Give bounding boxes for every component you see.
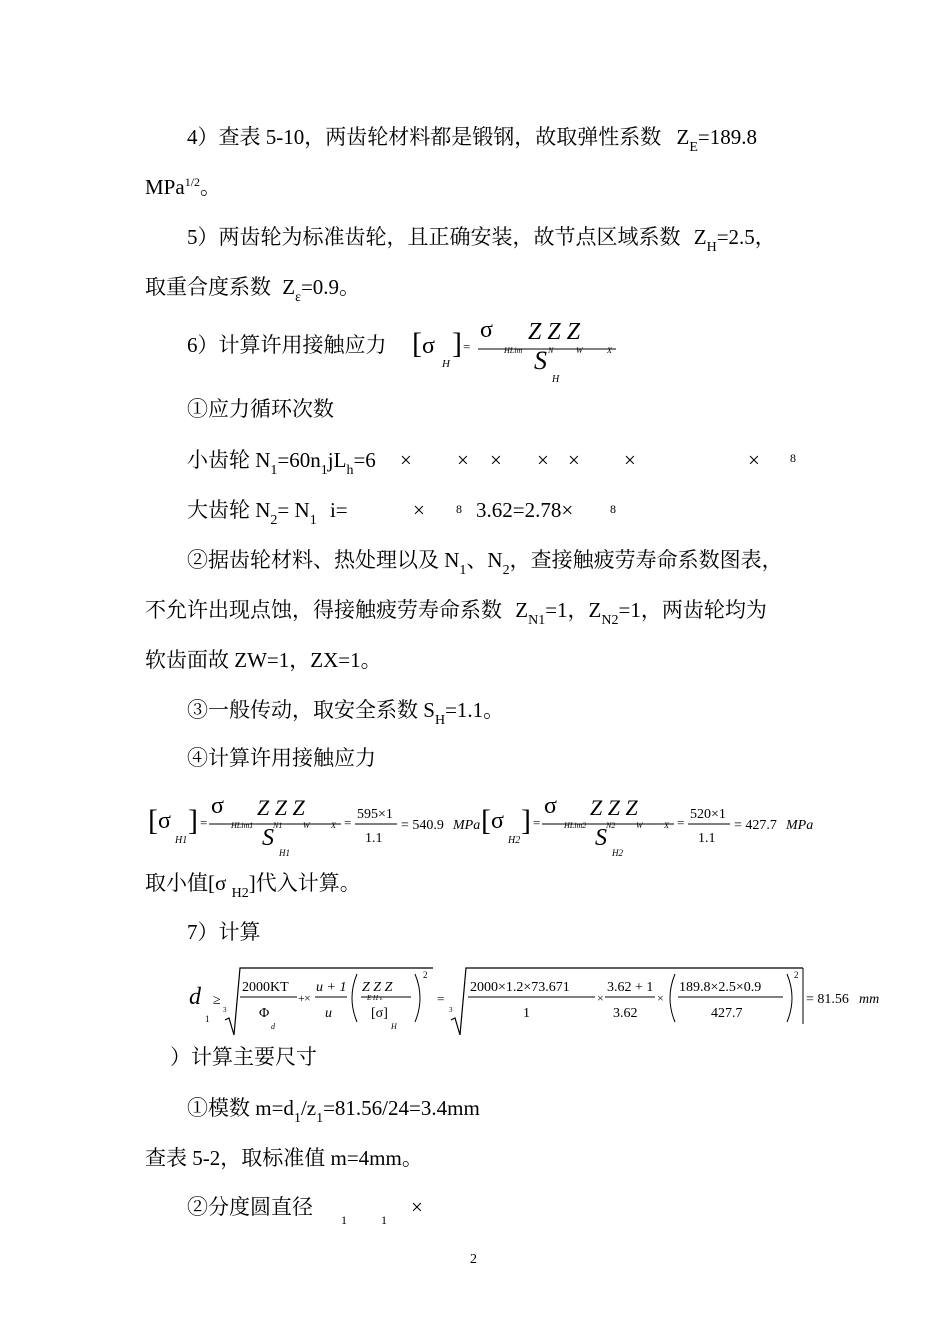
item-2-c: ，查接触疲劳寿命系数图表， (509, 548, 783, 572)
times-6: × (624, 448, 636, 472)
lim-l1: HLim1 (231, 821, 254, 830)
num-sig-l2: σ (544, 793, 557, 819)
item-2-s2: 2 (502, 563, 510, 578)
bracket-l1: [ (148, 804, 158, 837)
sig-sub-l2: H2 (508, 835, 521, 846)
radical-2 (451, 968, 803, 1035)
f-num: 189.8×2.5×0.9 (679, 980, 762, 995)
para-8-text: ）计算主要尺寸 (170, 1045, 317, 1069)
num-z-l1: Z Z Z (257, 795, 305, 820)
item-2-a: ②据齿轮材料、热处理以及 N (187, 548, 460, 572)
big-gear-line (187, 498, 348, 528)
d-den: 1 (523, 1006, 530, 1021)
sq-2: 2 (794, 970, 799, 980)
item-4-text: ④计算许用接触应力 (187, 746, 376, 770)
bracket-r2: ] (521, 804, 531, 837)
pitch-diameter-text: ②分度圆直径 (187, 1195, 313, 1219)
z-e-value: =189.8 (697, 125, 757, 149)
sigma-symbol: σ (422, 333, 435, 359)
item-2-line1 (187, 548, 783, 578)
module-s2: 1 (316, 1111, 324, 1126)
para-7-text: 7）计算 (187, 920, 261, 944)
bracket-right: ] (452, 327, 462, 360)
para-8 (170, 1047, 317, 1068)
item-2b-a: 不允许出现点蚀，得接触疲劳寿命系数 (145, 598, 502, 622)
take-min-line (145, 871, 361, 901)
small-gear-line (187, 448, 376, 478)
times-4: × (537, 448, 549, 472)
d-num: 2000×1.2×73.671 (470, 980, 570, 995)
a-num: 2000KT (242, 980, 289, 995)
n-l2: N2 (606, 821, 616, 830)
res-7: = 81.56 (806, 992, 849, 1007)
big-i: i= (329, 498, 348, 522)
den-l1: S (262, 825, 274, 851)
mpa-end: 。 (200, 175, 222, 199)
page-number: 2 (470, 1252, 477, 1267)
pitch-diameter-line (187, 1197, 313, 1218)
item-2c-text: 软齿面故 ZW=1，ZX=1。 (145, 648, 382, 672)
item-cycles-text: ①应力循环次数 (187, 397, 334, 421)
para-4-line1 (187, 125, 757, 155)
zn1-val: =1， (545, 598, 589, 622)
num-sigma: σ (480, 317, 493, 343)
take-min-a: 取小值[σ (145, 871, 232, 895)
sigma-sub: H (442, 358, 450, 370)
paren-r2 (787, 974, 792, 1022)
x-l2: X (664, 821, 669, 830)
eq2-l1: = (344, 815, 352, 830)
fd-l2: 1.1 (698, 831, 716, 846)
z-h-symbol: Z (693, 225, 707, 249)
f-den: 427.7 (711, 1006, 743, 1021)
take-min-b: ]代入计算。 (248, 871, 361, 895)
w-l2: W (636, 821, 643, 830)
sub-n: N (548, 346, 554, 355)
den-sub-l2: H2 (612, 848, 623, 858)
n-l1: N1 (273, 821, 283, 830)
item-3-a: ③一般传动，取安全系数 S (187, 698, 435, 722)
para-4-text: 4）查表 5-10，两齿轮材料都是锻钢，故取弹性系数 (187, 125, 662, 149)
times-sign-1: × (304, 991, 311, 1005)
item-2-s1: 1 (459, 563, 467, 578)
sub-1b: 1 (309, 513, 317, 528)
res-l2: = 427.7 (734, 818, 777, 833)
item-3 (187, 698, 505, 728)
z-h-value: =2.5， (716, 225, 776, 249)
num-z: Z Z Z (528, 319, 581, 345)
item-2-line3 (145, 650, 382, 671)
big-value: 3.62=2.78× (476, 498, 574, 522)
z-e-sub: E (689, 140, 698, 155)
sub-2b: 2 (270, 513, 278, 528)
sub-hlim: HLim (504, 346, 523, 355)
formula-d1 (185, 962, 895, 1042)
module-b: /z (300, 1096, 317, 1120)
fd-l1: 1.1 (365, 831, 383, 846)
formula-left (148, 793, 480, 858)
unit-l1: MPa (453, 818, 481, 833)
num-z-l2: Z Z Z (590, 795, 638, 820)
item-2-line2 (145, 598, 767, 628)
small-gear-label: 小齿轮 N (187, 448, 271, 472)
pitch-sub-2: 1 (381, 1213, 387, 1227)
times-7: × (748, 448, 760, 472)
eq-l1: = (200, 815, 208, 830)
z-e-symbol: Z (676, 125, 690, 149)
e-num: 3.62 + 1 (607, 980, 654, 995)
z-h-sub: H (706, 240, 717, 255)
take-min-sub: H2 (231, 886, 249, 901)
para-5-line1 (187, 225, 776, 255)
module-c: =81.56/24=3.4mm (323, 1096, 480, 1120)
big-exp-1: 8 (456, 502, 462, 516)
small-rest: =6 (353, 448, 376, 472)
ge-sign: ≥ (213, 993, 221, 1008)
c-subs: E H ε (367, 994, 383, 1002)
z-eps-symbol: Z (282, 275, 296, 299)
times-3: × (490, 448, 502, 472)
times-5: × (568, 448, 580, 472)
paren-r (415, 974, 420, 1022)
para-7 (187, 922, 261, 943)
module-a: ①模数 m=d (187, 1096, 294, 1120)
sig-sub-l1: H1 (175, 835, 188, 846)
c-num: Z Z Z (362, 980, 393, 995)
lim-l2: HLim2 (564, 821, 587, 830)
exp-8: 8 (790, 451, 796, 465)
z-eps-value: =0.9。 (300, 275, 361, 299)
den-l2: S (595, 825, 607, 851)
item-2-b: 、N (466, 548, 503, 572)
paren-l (352, 974, 357, 1022)
c-den-sub: H (391, 1022, 397, 1031)
big-eq-n: = N (277, 498, 310, 522)
num-sig-l1: σ (211, 793, 224, 819)
a-den-sub: d (271, 1022, 275, 1031)
item-3-sub: H (434, 713, 446, 728)
small-jl: jL (327, 448, 347, 472)
big-exp-2: 8 (610, 502, 616, 516)
module-line (187, 1096, 480, 1126)
big-gear-label: 大齿轮 N (187, 498, 271, 522)
fn-l2: 520×1 (690, 807, 726, 822)
d-sub: 1 (205, 1014, 210, 1024)
z-eps-sub: ε (295, 290, 301, 305)
formula-right (481, 793, 813, 858)
sig-l2: σ (491, 808, 504, 834)
sub-1: 1 (270, 463, 278, 478)
b-den: u (325, 1006, 332, 1021)
formula-allowable-stress (145, 790, 814, 865)
para-6-text: 6）计算许用接触应力 (187, 333, 387, 357)
times-1: × (400, 448, 412, 472)
para-5b-text: 取重合度系数 (145, 275, 271, 299)
item-cycles (187, 399, 334, 420)
times-sign-2: × (597, 991, 604, 1005)
plus-sign: + (298, 991, 305, 1005)
w-l1: W (303, 821, 310, 830)
zn2-sub: N2 (601, 613, 619, 628)
times-2: × (457, 448, 469, 472)
x-l1: X (331, 821, 336, 830)
a-den: Φ (259, 1006, 270, 1021)
unit-7: mm (859, 992, 880, 1007)
eq2-l2: = (677, 815, 685, 830)
b-num: u + 1 (316, 980, 347, 995)
item-3-b: =1.1。 (445, 698, 505, 722)
zn1: Z (515, 598, 529, 622)
standard-module-text: 查表 5-2，取标准值 m=4mm。 (145, 1146, 423, 1170)
pitch-times: × (411, 1195, 423, 1219)
sub-2: 1 (320, 463, 328, 478)
e-den: 3.62 (613, 1006, 638, 1021)
sq-1: 2 (423, 970, 428, 980)
sub-w: W (576, 346, 583, 355)
root-index-1: 3 (223, 1006, 227, 1014)
mpa-exponent: 1/2 (184, 175, 201, 189)
den-s-sub: H (552, 374, 560, 385)
radical-1 (225, 968, 433, 1035)
times-sign-3: × (657, 991, 664, 1005)
zn2: Z (588, 598, 602, 622)
den-s: S (534, 346, 547, 375)
para-6 (187, 335, 387, 356)
bracket-r1: ] (188, 804, 198, 837)
para-5-text: 5）两齿轮为标准齿轮，且正确安装，故节点区域系数 (187, 225, 681, 249)
item-4 (187, 748, 376, 769)
unit-l2: MPa (786, 818, 814, 833)
paren-l2 (670, 974, 675, 1022)
para-5-line2 (145, 275, 361, 305)
sub-h: h (346, 463, 354, 478)
pitch-sub-1: 1 (341, 1213, 347, 1227)
eq-sign: = (463, 339, 471, 354)
big-times: × (413, 498, 425, 522)
bracket-l2: [ (481, 804, 491, 837)
para-4-line2 (145, 177, 221, 198)
eq-l2: = (533, 815, 541, 830)
sig-l1: σ (158, 808, 171, 834)
c-den: [σ] (371, 1006, 388, 1021)
root-index-2: 3 (449, 1006, 453, 1014)
res-l1: = 540.9 (401, 818, 444, 833)
standard-module-line (145, 1148, 423, 1169)
eq-sign-7: = (437, 991, 445, 1006)
bracket-left: [ (412, 327, 422, 360)
small-60n: =60n (277, 448, 321, 472)
sub-x: X (607, 346, 612, 355)
fn-l1: 595×1 (357, 807, 393, 822)
d-symbol: d (189, 984, 201, 1010)
zn1-sub: N1 (528, 613, 546, 628)
mpa-unit: MPa (145, 175, 185, 199)
den-sub-l1: H1 (279, 848, 290, 858)
formula-6 (410, 315, 630, 390)
module-s1: 1 (293, 1111, 301, 1126)
zn2-val: =1，两齿轮均为 (618, 598, 767, 622)
